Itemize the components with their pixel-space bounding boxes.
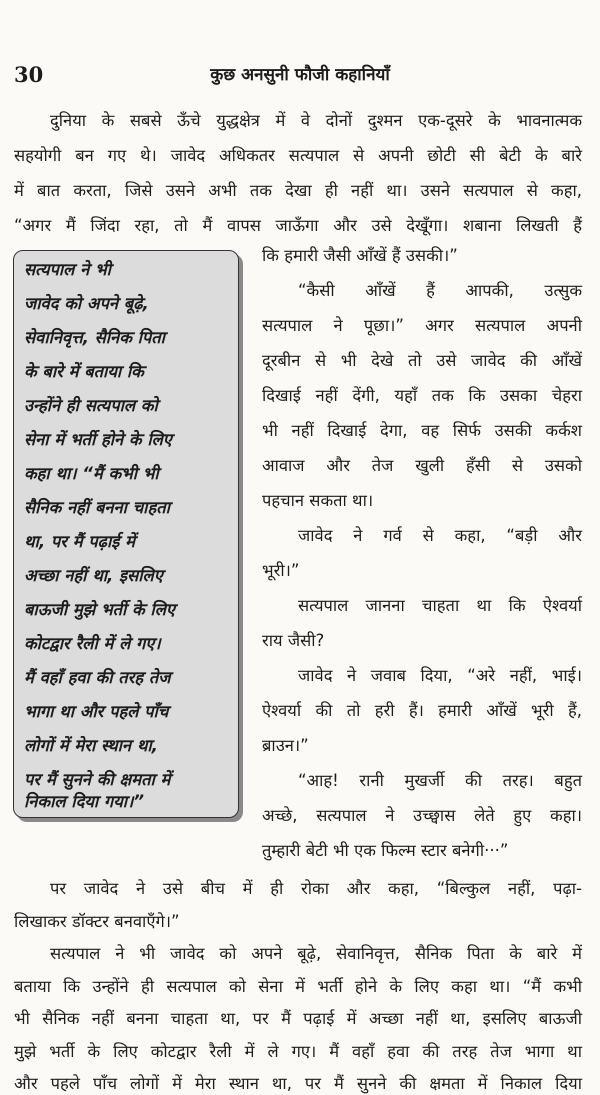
pull-quote-line: उन्होंने ही सत्यपाल को [24, 396, 158, 415]
pull-quote-line: निकाल दिया गया।” [24, 792, 144, 811]
column-line: सत्यपाल जानना चाहता था कि ऐश्वर्या [298, 596, 582, 615]
column-line: दिखाई नहीं देंगी, यहाँ तक कि उसका चेहरा [262, 386, 582, 405]
pull-quote-line: कहा था। “मैं कभी भी [24, 464, 159, 483]
pull-quote-box [13, 250, 239, 818]
column-line: राय जैसी? [262, 631, 325, 650]
column-line: तुम्हारी बेटी भी एक फिल्म स्टार बनेगी···” [262, 841, 509, 860]
column-line: आवाज और तेज खुली हँसी से उसको [262, 456, 582, 475]
pull-quote-line: मैं वहाँ हवा की तरह तेज [24, 668, 171, 687]
column-line: अच्छे, सत्यपाल ने उच्छ्वास लेते हुए कहा। [262, 806, 582, 825]
pull-quote-line: जावेद को अपने बूढ़े, [24, 294, 149, 313]
pull-quote-line: सेवानिवृत्त, सैनिक पिता [24, 328, 165, 347]
body-line: पर जावेद ने उसे बीच में ही रोका और कहा, “बिल्कुल नहीं, पढ़ा- [50, 879, 582, 898]
pull-quote-line: भागा था और पहले पाँच [24, 702, 169, 721]
pull-quote-line: कोटद्वार रैली में ले गए। [24, 634, 161, 653]
pull-quote-line: सत्यपाल ने भी [24, 260, 111, 279]
column-line: “आह! रानी मुखर्जी की तरह। बहुत [298, 771, 582, 790]
book-title: कुछ अनसुनी फौजी कहानियाँ [210, 65, 390, 85]
pull-quote-line: सेना में भर्ती होने के लिए [24, 430, 172, 449]
body-line: दुनिया के सबसे ऊँचे युद्धक्षेत्र में वे दोनों दुश्मन एक-दूसरे के भावनात्मक [50, 111, 582, 130]
pull-quote-line: था, पर मैं पढ़ाई में [24, 532, 135, 551]
column-line: जावेद ने जवाब दिया, “अरे नहीं, भाई। [298, 666, 582, 685]
column-line: भी नहीं दिखाई देगा, वह सिर्फ उसकी कर्कश [262, 421, 582, 440]
body-line: सहयोगी बन गए थे। जावेद अधिकतर सत्यपाल से अपनी छोटी सी बेटी के बारे [14, 146, 582, 165]
column-line: ब्राउन।” [262, 736, 309, 755]
column-line: भूरी।” [262, 561, 300, 580]
pull-quote-line: पर मैं सुनने की क्षमता में [24, 770, 171, 789]
pull-quote-line: अच्छा नहीं था, इसलिए [24, 566, 163, 585]
pull-quote-line: बाऊजी मुझे भर्ती के लिए [24, 600, 176, 619]
column-line: ऐश्वर्या की तो हरी हैं। हमारी आँखें भूरी हैं, [262, 701, 582, 720]
body-line: में बात करता, जिसे उसने अभी तक देखा ही नहीं था। उसने सत्यपाल से कहा, [14, 181, 582, 200]
body-line: भी सैनिक नहीं बनना चाहता था, पर मैं पढ़ाई में अच्छा नहीं था, इसलिए बाऊजी [14, 1009, 582, 1028]
page-header [0, 62, 600, 92]
body-line: लिखाकर डॉक्टर बनवाएँगे।” [14, 911, 180, 931]
body-line: “अगर मैं जिंदा रहा, तो मैं वापस जाऊँगा और उसे देखूँगा। शबाना लिखती हैं [14, 216, 582, 235]
column-line: दूरबीन से भी देखे तो उसे जावेद की आँखें [262, 351, 582, 370]
body-line: बताया कि उन्होंने ही सत्यपाल को सेना में भर्ती होने के लिए कहा था। “मैं कभी [14, 976, 582, 996]
pull-quote-line: के बारे में बताया कि [24, 362, 144, 381]
body-line: सत्यपाल ने भी जावेद को अपने बूढ़े, सेवानिवृत्त, सैनिक पिता के बारे में [50, 944, 582, 963]
pull-quote-line: लोगों में मेरा स्थान था, [24, 736, 158, 755]
column-line: सत्यपाल ने पूछा।” अगर सत्यपाल अपनी [262, 316, 582, 335]
body-line: और पहले पाँच लोगों में मेरा स्थान था, पर मैं सुनने की क्षमता में निकाल दिया [14, 1074, 582, 1093]
column-line: “कैसी आँखें हैं आपकी, उत्सुक [298, 281, 582, 300]
column-line: पहचान सकता था। [262, 491, 374, 510]
column-line: कि हमारी जैसी आँखें हैं उसकी।” [262, 246, 458, 265]
column-line: जावेद ने गर्व से कहा, “बड़ी और [298, 526, 582, 545]
page-number: 30 [14, 62, 44, 87]
pull-quote-line: सैनिक नहीं बनना चाहता [24, 498, 170, 517]
body-line: मुझे भर्ती के लिए कोटद्वार रैली में ले गए। मैं वहाँ हवा की तरह तेज भागा था [14, 1041, 582, 1061]
